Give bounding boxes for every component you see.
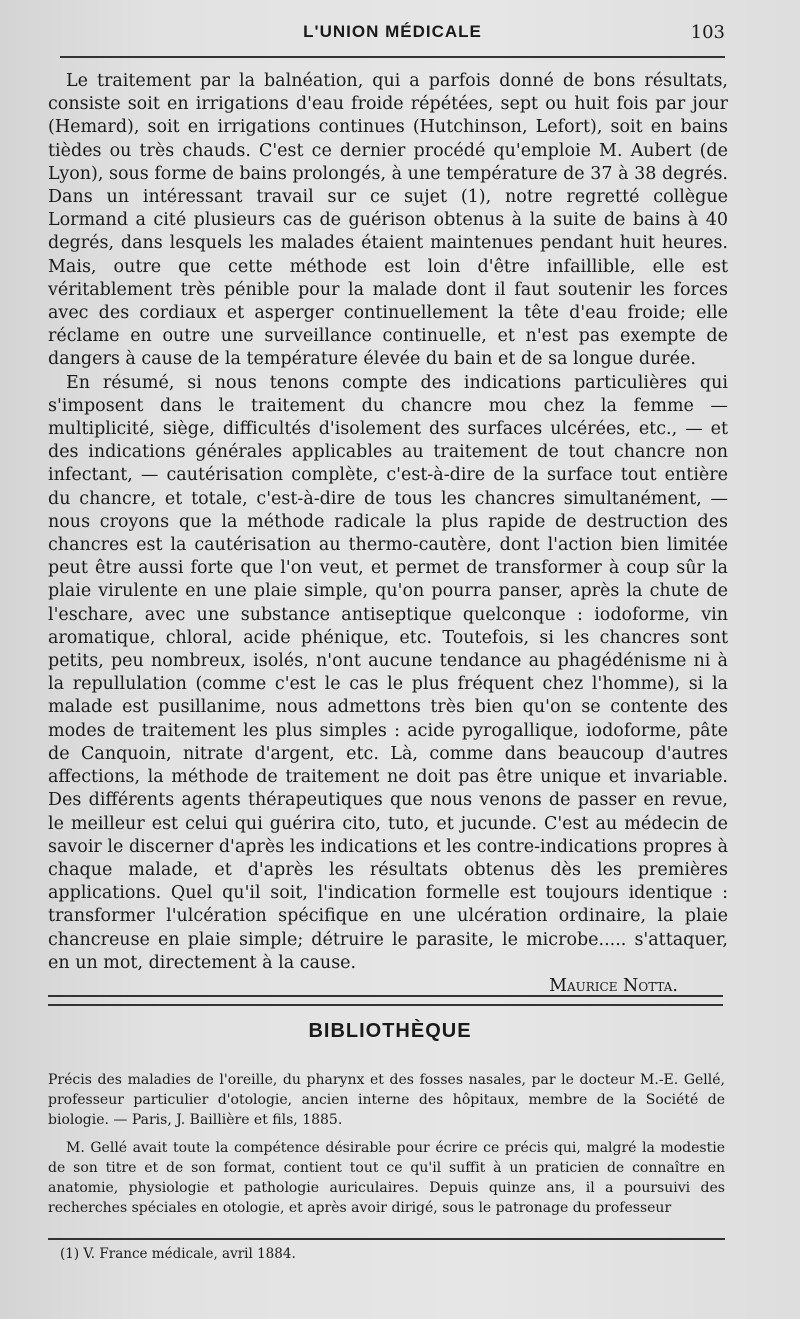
footnote-rule: [48, 1238, 725, 1240]
journal-title: L'UNION MÉDICALE: [303, 22, 482, 41]
header-rule: [60, 56, 725, 58]
section-divider: [48, 995, 723, 1006]
article-paragraph: En résumé, si nous tenons compte des indications particulières qui s'imposent dans le traitement du chancre mou chez la femme — multiplicité, siège, difficultés d'isolement des surfaces ulcérées, etc., — et des indications générales applicables au traitement de tout chancre non infectant, — cautérisation complète, c'est-à-dire de la surface tout entière du chancre, et totale, c'est-à-dire de tous les chancres simultanément, — nous croyons que la méthode radicale la plus rapide de destruction des chancres est la cautérisation au thermo-cautère, dont l'action bien limitée peut être aussi forte que l'on veut, et permet de transformer à coup sûr la plaie virulente en une plaie simple, qu'on pourra panser, après la chute de l'eschare, avec une substance antiseptique quelconque : iodoforme, vin aromatique, chloral, acide phénique, etc. Toutefois, si les chancres sont petits, peu nombreux, isolés, n'ont aucune tendance au phagédénisme ni à la repullulation (comme c'est le cas le plus fréquent chez l'homme), si la malade est pusillanime, nous admettons très bien qu'on se contente des modes de traitement les plus simples : acide pyrogallique, iodoforme, pâte de Canquoin, nitrate d'argent, etc. Là, comme dans beaucoup d'autres affections, la méthode de traitement ne doit pas être unique et invariable. Des différents agents thérapeutiques que nous venons de passer en revue, le meilleur est celui qui guérira cito, tuto, et jucunde. C'est au médecin de savoir le discerner d'après les indications et les contre-indications propres à chaque malade, et d'après les résultats obtenus dès les premières applications. Quel qu'il soit, l'indication formelle est toujours identique : transformer l'ulcération spécifique en une ulcération ordinaire, la plaie chancreuse en plaie simple; détruire le parasite, le microbe..... s'attaquer, en un mot, directement à la cause.: [48, 372, 728, 973]
article-paragraph: Le traitement par la balnéation, qui a parfois donné de bons résultats, consiste soit en irrigations d'eau froide répétées, sept ou huit fois par jour (Hemard), soit en irrigations continues (Hutchinson, Lefort), soit en bains tièdes ou très chauds. C'est ce dernier procédé qu'emploie M. Aubert (de Lyon), sous forme de bains prolongés, à une température de 37 à 38 degrés. Dans un intéressant travail sur ce sujet (1), notre regretté collègue Lormand a cité plusieurs cas de guérison obtenus à la suite de bains à 40 degrés, dans lesquels les malades étaient maintenues pendant huit heures. Mais, outre que cette méthode est loin d'être infaillible, elle est véritablement très pénible pour la malade dont il faut soutenir les forces avec des cordiaux et asperger continuellement la tête d'eau froide; elle réclame en outre une surveillance continuelle, et n'est pas exempte de dangers à cause de la température élevée du bain et de sa longue durée.: [48, 71, 728, 370]
section-title: BIBLIOTHÈQUE: [308, 1020, 472, 1042]
running-header: [60, 22, 725, 46]
book-entry: Précis des maladies de l'oreille, du pharynx et des fosses nasales, par le docteur M.-E. Gellé, professeur particulier d'otologie, ancien interne des hôpitaux, membre de la Société de biologie. — Paris, J. Baillière et fils, 1885.: [48, 1072, 725, 1128]
page-number: 103: [690, 22, 725, 43]
footnote: (1) V. France médicale, avril 1884.: [60, 1246, 296, 1262]
article-body: [48, 70, 728, 998]
author-signature: Maurice Notta.: [549, 975, 678, 996]
book-review: M. Gellé avait toute la compétence désirable pour écrire ce précis qui, malgré la modestie de son titre et de son format, contient tout ce qu'il suffit à un praticien de connaître en anatomie, physiologie et pathologie auriculaires. Depuis quinze ans, il a poursuivi des recherches spéciales en otologie, et après avoir dirigé, sous le patronage du professeur: [48, 1140, 725, 1216]
bibliography-section: [48, 1070, 725, 1224]
